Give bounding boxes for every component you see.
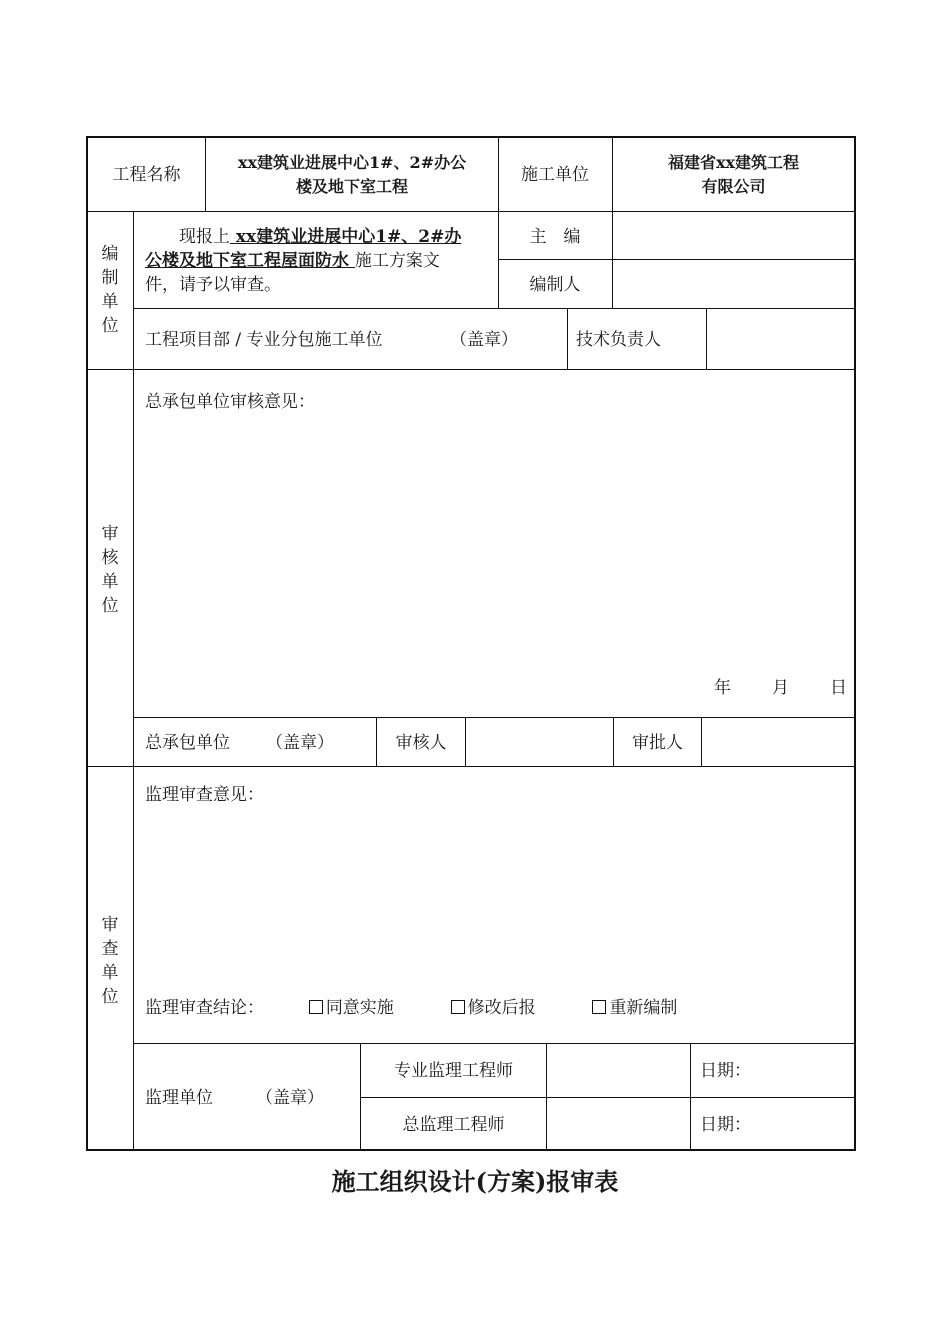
editor-label: 编制人: [529, 275, 581, 295]
chief-editor-value: [623, 225, 843, 249]
construction-unit-label: 施工单位: [521, 165, 589, 185]
date-label-1: 日期：: [700, 1061, 751, 1081]
dept-seal-label: （盖章）: [450, 330, 518, 350]
checkbox-icon[interactable]: [309, 1000, 323, 1014]
checkbox-icon[interactable]: [592, 1000, 606, 1014]
construction-unit-value: [613, 151, 854, 199]
row-divider: [88, 211, 854, 212]
review-date-month: 月: [772, 678, 789, 698]
contractor-seal-label: （盖章）: [266, 733, 334, 753]
submit-prefix: 现报上: [179, 227, 230, 247]
submit-statement: [145, 225, 461, 297]
row-divider: [133, 308, 854, 309]
col-divider: [567, 308, 568, 369]
date-label-2: 日期：: [700, 1115, 751, 1135]
submit-suffix: 施工方案文: [354, 251, 440, 271]
reviewer-label: 审核人: [395, 733, 447, 753]
inspect-opinion-field[interactable]: [145, 813, 845, 983]
option-recompile[interactable]: [592, 998, 677, 1018]
checkbox-icon[interactable]: [451, 1000, 465, 1014]
review-date-day: 日: [830, 678, 847, 698]
editor-value: [623, 273, 843, 297]
col-divider: [465, 717, 466, 766]
submit-suffix: 件，请予以审查。: [145, 275, 281, 295]
supervisor-unit-label: 监理单位: [145, 1088, 213, 1108]
col-divider: [690, 1043, 691, 1149]
tech-lead-value: [716, 328, 846, 352]
option-recompile-label: 重新编制: [609, 998, 678, 1018]
row-divider: [88, 369, 854, 370]
project-name-value: [206, 151, 498, 199]
review-opinion-field[interactable]: [145, 420, 845, 670]
approver-value: [711, 731, 846, 755]
row-divider: [360, 1097, 854, 1098]
review-opinion-label: 总承包单位审核意见：: [145, 392, 315, 412]
project-name-line: xx建筑业进展中心1#、2#办公: [237, 153, 467, 172]
construction-unit-line: 有限公司: [701, 177, 766, 196]
chief-editor-label: 主 编: [529, 227, 581, 247]
col-divider: [612, 211, 613, 308]
col-divider: [701, 717, 702, 766]
supervisor-seal-label: （盖章）: [256, 1088, 324, 1108]
specialty-engineer-label: 专业监理工程师: [394, 1061, 513, 1081]
page-title: 施工组织设计(方案)报审表: [331, 1167, 619, 1196]
compile-side-label: 编制单位: [101, 244, 119, 336]
row-divider: [133, 717, 854, 718]
tech-lead-label: 技术负责人: [576, 330, 661, 350]
option-revise-label: 修改后报: [467, 998, 536, 1018]
option-approve-label: 同意实施: [325, 998, 394, 1018]
row-divider: [133, 1043, 854, 1044]
submit-project-underlined: xx建筑业进展中心1#、2#办: [230, 227, 462, 247]
row-divider: [498, 259, 854, 260]
inspect-conclusion-row: [145, 996, 677, 1020]
project-name-label: 工程名称: [112, 165, 181, 185]
col-divider: [546, 1043, 547, 1149]
reviewer-value: [475, 731, 605, 755]
option-revise[interactable]: [451, 998, 536, 1018]
dept-label: 工程项目部 / 专业分包施工单位: [145, 330, 383, 350]
review-date-year: 年: [714, 678, 731, 698]
col-divider: [133, 211, 134, 1149]
specialty-engineer-value: [556, 1059, 681, 1083]
submit-project-underlined: 公楼及地下室工程屋面防水: [145, 251, 355, 271]
contractor-label: 总承包单位: [145, 733, 230, 753]
inspect-opinion-label: 监理审查意见：: [145, 785, 264, 805]
inspect-conclusion-label: 监理审查结论：: [145, 998, 264, 1018]
approver-label: 审批人: [632, 733, 683, 753]
option-approve[interactable]: [309, 998, 394, 1018]
chief-engineer-value: [556, 1113, 681, 1137]
chief-engineer-label: 总监理工程师: [402, 1115, 505, 1135]
review-form-table: [86, 136, 856, 1151]
construction-unit-line: 福建省xx建筑工程: [667, 153, 800, 172]
inspect-side-label: 审查单位: [101, 915, 119, 1007]
project-name-line: 楼及地下室工程: [295, 177, 408, 196]
col-divider: [706, 308, 707, 369]
row-divider: [88, 766, 854, 767]
review-side-label: 审核单位: [101, 524, 119, 616]
